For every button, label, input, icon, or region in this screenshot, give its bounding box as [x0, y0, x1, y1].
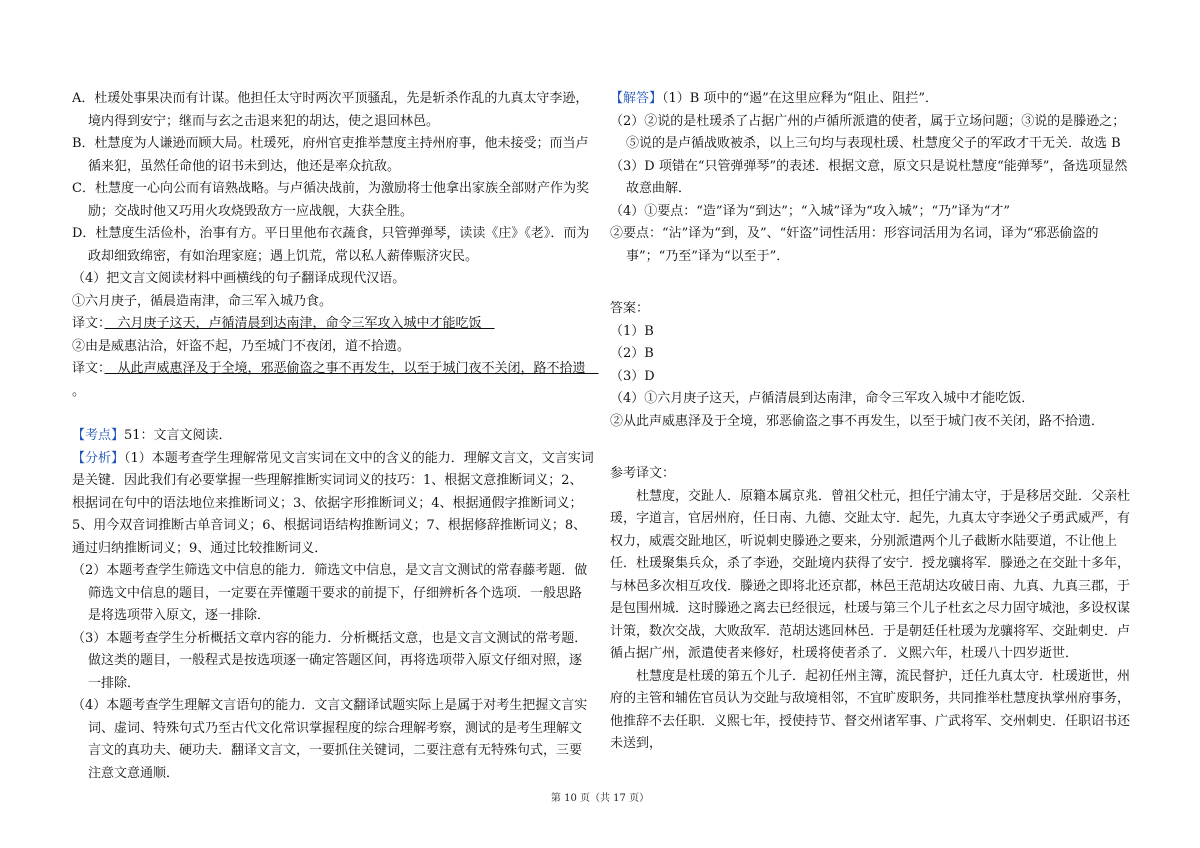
translation-2-line: [72, 358, 599, 403]
answer-2: （2）B: [610, 346, 654, 361]
translation-label: 译文：: [72, 361, 105, 376]
answer-explain-1: [610, 88, 1130, 111]
answer-5: ②从此声威惠泽及于全境，邪恶偷盗之事不再发生，以至于城门夜不关闭，路不拾遗．: [610, 413, 1105, 429]
translation-1-line: [72, 313, 594, 336]
analysis-1: [72, 448, 594, 561]
analysis-4: （4）本题考查学生理解文言语句的能力．文言文翻译试题实际上是属于对考生把握文言实词、虚词、特殊句式乃至古代文化常识掌握程度的综合理解考察，测试的是考生理解文言文的真功夫、硬功夫．翻译文言文，一要抓住关键词，二要注意有无特殊句式，三要注意文意通顺．: [72, 698, 588, 781]
answer-explain-2: （2）②说的是杜瑗杀了占据广州的卢循所派遣的使者，属于立场问题；③说的是滕逊之；⑤说的是卢循战败被杀，以上三句均与表现杜瑗、杜慧度父子的军政才干无关．故选 B: [610, 113, 1126, 151]
analysis-tag: 【分析】: [72, 450, 125, 466]
reference-para-2: 杜慧度是杜瑗的第五个儿子．起初任州主簿，流民督护，迁任九真太守．杜瑗逝世，州府的主管和辅佐官员认为交趾与敌境相邻，不宜旷废职务，共同推举杜慧度执掌州府事务，他推辞不去任职．义熙七年，授使持节、督交州诸军事、广武将军、交州刺史．任职诏书还未送到，: [610, 668, 1131, 751]
translation-label: 译文：: [72, 316, 105, 331]
reference-title: 参考译文：: [610, 466, 676, 481]
answer-4: （4）①六月庚子这天，卢循清晨到达南津，命令三军攻入城中才能吃饭．: [610, 391, 1035, 406]
analysis-1-text: （1）本题考查学生理解常见文言实词在文中的含义的能力．理解文言文，文言实词是关键．因此我们有必要掌握一些理解推断实词词义的技巧：1、根据文意推断词义；2、根据词在句中的语法地位来推断词义；3、依据字形推断词义；4、根据通假字推断词义；5、用今双音词推断古单音词义；6、根据词语结构推断词义；7、根据修辞推断词义；8、通过归纳推断词义；9、通过比较推断词义．: [72, 450, 594, 556]
page-number: 第 10 页（共 17 页）: [550, 793, 650, 804]
translation-2-end: 。: [72, 383, 86, 399]
answer-1: （1）B: [610, 323, 654, 339]
left-column: [72, 88, 599, 785]
translation-1: 六月庚子这天，卢循清晨到达南津，命令三军攻入城中才能吃饭: [104, 316, 495, 331]
option-c: C．杜慧度一心向公而有谙熟战略。与卢循决战前，为激励将士他拿出家族全部财产作为奖励；交战时他又巧用火攻烧毁敌方一应战舰，大获全胜。: [72, 181, 589, 219]
answer-explain-4: （4）①要点：“造”译为“到达”；“入城”译为“攻入城”；“乃”译为“才”: [610, 203, 1011, 219]
analysis-3: （3）本题考查学生分析概括文章内容的能力．分析概括文意，也是文言文测试的常考题．做这类的题目，一般程式是按选项逐一确定答题区间，再将选项带入原文仔细对照，逐一排除．: [72, 630, 588, 691]
sentence-2: ②由是威惠沾洽，奸盗不起，乃至城门不夜闭，道不拾遗。: [72, 338, 411, 354]
kaodian-line: [72, 425, 594, 448]
right-column: [610, 88, 1130, 756]
question-4: （4）把文言文阅读材料中画横线的句子翻译成现代汉语。: [72, 271, 406, 286]
answer-title: 答案：: [610, 301, 650, 316]
reference-para-1: 杜慧度，交趾人．原籍本属京兆．曾祖父杜元，担任宁浦太守，于是移居交趾．父亲杜瑗，字道言，官居州府，任日南、九德、交趾太守．起先，九真太守李逊父子勇武威严，有权力，威震交趾地区，听说刺史滕逊之要来，分别派遣两个儿子截断水陆要道，不让他上任．杜瑗聚集兵众，杀了李逊，交趾境内获得了安宁．授龙骧将军．滕逊之在交趾十多年，与林邑多次相互攻伐．滕逊之即将北还京都，林邑王范胡达攻破日南、九真、九真三郡，于是包围州城．这时滕逊之离去已经很远，杜瑗与第三个儿子杜玄之尽力固守城池，多设权谋计策，数次交战，大败敌军．范胡达逃回林邑．于是朝廷任杜瑗为龙骧将军、交趾刺史．卢循占据广州，派遣使者来修好，杜瑗将使者杀了．义熙六年，杜瑗八十四岁逝世．: [610, 488, 1131, 661]
answer-explain-1-text: （1）B 项中的“遏”在这里应释为“阻止、阻拦”．: [662, 91, 939, 106]
kaodian-text: 51：文言文阅读．: [124, 428, 232, 443]
option-d: D．杜慧度生活俭朴，治事有方。平日里他布衣蔬食，只管弹弹琴，读读《庄》《老》．而为政却细致绵密，有如治理家庭；遇上饥荒，常以私人薪俸赈济灾民。: [72, 226, 590, 264]
jieda-tag: 【解答】: [610, 91, 663, 106]
answer-explain-5: ②要点：“沾”译为“到，及”、“奸盗”词性活用：形容词活用为名词，译为“邪恶偷盗的事”；“乃至”译为“以至于”．: [610, 226, 1099, 264]
kaodian-tag: 【考点】: [72, 428, 125, 443]
option-a: A．杜瑗处事果决而有计谋。他担任太守时两次平顶骚乱，先是斩杀作乱的九真太守李逊，境内得到安宁；继而与玄之击退来犯的胡达，使之退回林邑。: [72, 91, 589, 129]
spacer: [610, 268, 1130, 290]
answer-3: （3）D: [610, 368, 655, 384]
sentence-1: ①六月庚子，循晨造南津，命三军入城乃食。: [72, 293, 333, 309]
spacer: [72, 403, 594, 425]
answer-explain-3: （3）D 项错在“只管弹弹琴”的表述．根据文意，原文只是说杜慧度“能弹琴”，备选项显然故意曲解．: [610, 158, 1128, 196]
spacer: [610, 433, 1130, 455]
analysis-2: （2）本题考查学生筛选文中信息的能力．筛选文中信息，是文言文测试的常春藤考题．做筛选文中信息的题目，一定要在弄懂题干要求的前提下，仔细辨析各个选项．一般思路是将选项带入原文，逐一排除．: [72, 563, 588, 623]
translation-2: 从此声威惠泽及于全境，邪恶偷盗之事不再发生，以至于城门夜不关闭，路不拾遗: [104, 361, 599, 376]
option-b: B．杜慧度为人谦逊而顾大局。杜瑗死，府州官吏推举慧度主持州府事，他未接受；而当卢循来犯，虽然任命他的诏书未到达，他还是率众抗敌。: [72, 136, 589, 174]
